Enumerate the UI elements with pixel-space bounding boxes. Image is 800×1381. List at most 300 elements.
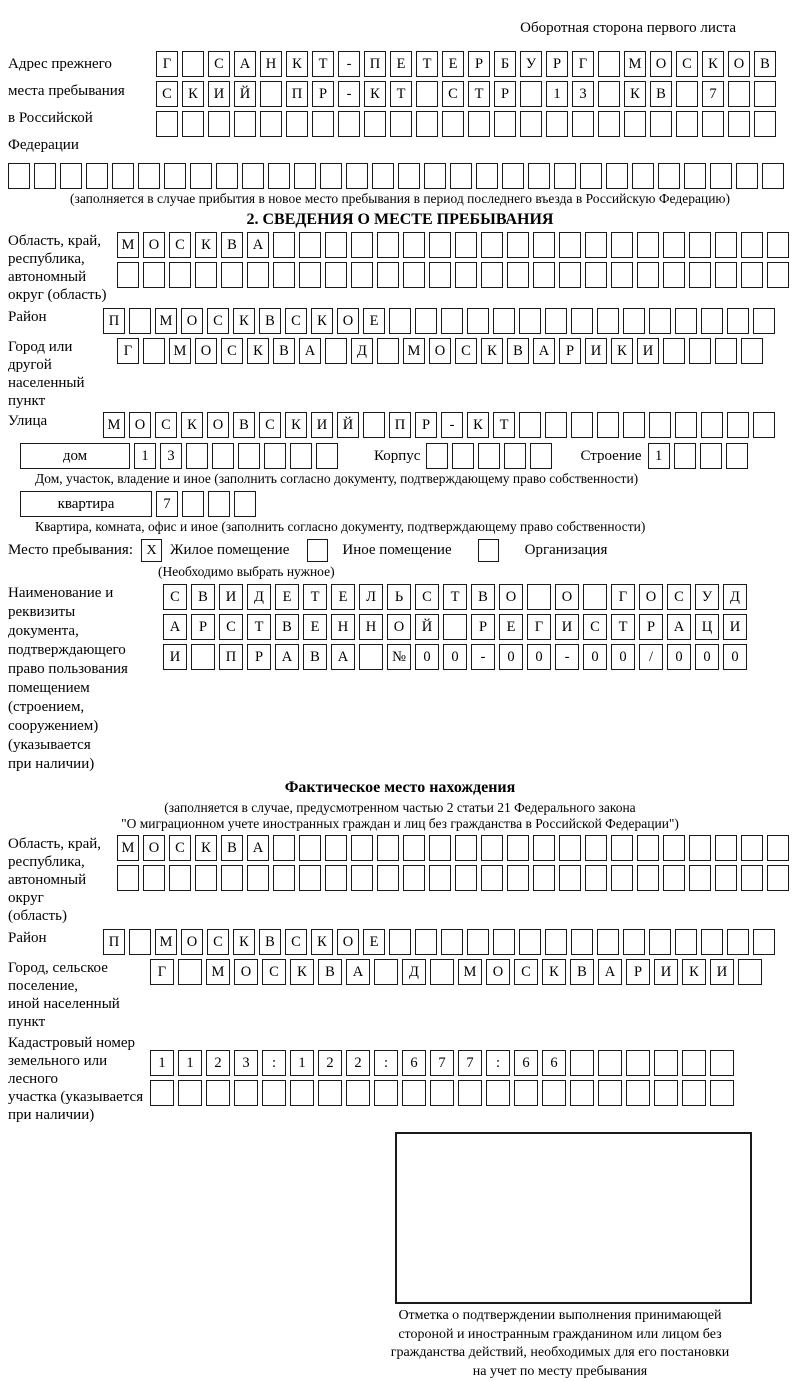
char-box[interactable]: [351, 865, 373, 891]
char-box[interactable]: 1: [648, 443, 670, 469]
char-box[interactable]: В: [471, 584, 495, 610]
char-box[interactable]: [676, 81, 698, 107]
char-box[interactable]: [545, 308, 567, 334]
char-box[interactable]: [675, 412, 697, 438]
char-box[interactable]: И: [723, 614, 747, 640]
char-box[interactable]: [138, 163, 160, 189]
char-box[interactable]: 1: [290, 1050, 314, 1076]
char-box[interactable]: [675, 929, 697, 955]
char-box[interactable]: [325, 262, 347, 288]
char-box[interactable]: Е: [275, 584, 299, 610]
char-box[interactable]: [430, 959, 454, 985]
char-box[interactable]: М: [169, 338, 191, 364]
checkbox-org[interactable]: [478, 539, 499, 562]
char-box[interactable]: [701, 412, 723, 438]
char-box[interactable]: И: [654, 959, 678, 985]
char-box[interactable]: Т: [247, 614, 271, 640]
char-box[interactable]: Н: [331, 614, 355, 640]
char-box[interactable]: [715, 835, 737, 861]
char-box[interactable]: С: [667, 584, 691, 610]
char-box[interactable]: [182, 491, 204, 517]
char-box[interactable]: [580, 163, 602, 189]
char-box[interactable]: Й: [337, 412, 359, 438]
char-box[interactable]: Р: [468, 51, 490, 77]
checkbox-zhiloe[interactable]: X: [141, 539, 162, 562]
char-box[interactable]: С: [163, 584, 187, 610]
char-box[interactable]: П: [364, 51, 386, 77]
char-box[interactable]: О: [486, 959, 510, 985]
char-box[interactable]: [674, 443, 696, 469]
char-box[interactable]: [494, 111, 516, 137]
char-box[interactable]: Т: [312, 51, 334, 77]
char-box[interactable]: [377, 338, 399, 364]
char-box[interactable]: Т: [611, 614, 635, 640]
char-box[interactable]: [624, 111, 646, 137]
char-box[interactable]: К: [542, 959, 566, 985]
char-box[interactable]: [478, 443, 500, 469]
char-box[interactable]: О: [650, 51, 672, 77]
char-box[interactable]: О: [143, 232, 165, 258]
char-box[interactable]: С: [285, 308, 307, 334]
char-box[interactable]: 0: [499, 644, 523, 670]
char-box[interactable]: 1: [134, 443, 156, 469]
char-box[interactable]: В: [754, 51, 776, 77]
char-box[interactable]: Т: [443, 584, 467, 610]
char-box[interactable]: [182, 111, 204, 137]
char-box[interactable]: К: [233, 929, 255, 955]
char-box[interactable]: [689, 338, 711, 364]
char-box[interactable]: [504, 443, 526, 469]
char-box[interactable]: [150, 1080, 174, 1106]
char-box[interactable]: [559, 865, 581, 891]
char-box[interactable]: К: [290, 959, 314, 985]
char-box[interactable]: С: [514, 959, 538, 985]
char-box[interactable]: [767, 232, 789, 258]
char-box[interactable]: С: [676, 51, 698, 77]
char-box[interactable]: О: [728, 51, 750, 77]
char-box[interactable]: С: [207, 929, 229, 955]
char-box[interactable]: К: [364, 81, 386, 107]
char-box[interactable]: Т: [416, 51, 438, 77]
char-box[interactable]: [377, 262, 399, 288]
char-box[interactable]: [481, 865, 503, 891]
char-box[interactable]: [572, 111, 594, 137]
char-box[interactable]: И: [710, 959, 734, 985]
char-box[interactable]: [754, 111, 776, 137]
char-box[interactable]: Г: [572, 51, 594, 77]
char-box[interactable]: Ь: [387, 584, 411, 610]
char-box[interactable]: С: [155, 412, 177, 438]
char-box[interactable]: [372, 163, 394, 189]
char-box[interactable]: О: [337, 929, 359, 955]
char-box[interactable]: В: [259, 308, 281, 334]
char-box[interactable]: [415, 308, 437, 334]
char-box[interactable]: [416, 111, 438, 137]
char-box[interactable]: Г: [117, 338, 139, 364]
char-box[interactable]: А: [247, 232, 269, 258]
char-box[interactable]: [430, 1080, 454, 1106]
char-box[interactable]: О: [499, 584, 523, 610]
char-box[interactable]: [143, 262, 165, 288]
char-box[interactable]: В: [303, 644, 327, 670]
char-box[interactable]: -: [471, 644, 495, 670]
char-box[interactable]: [585, 865, 607, 891]
char-box[interactable]: [649, 308, 671, 334]
char-box[interactable]: В: [650, 81, 672, 107]
char-box[interactable]: [441, 308, 463, 334]
char-box[interactable]: [727, 929, 749, 955]
char-box[interactable]: 0: [667, 644, 691, 670]
char-box[interactable]: [507, 865, 529, 891]
char-box[interactable]: [741, 232, 763, 258]
char-box[interactable]: 1: [546, 81, 568, 107]
char-box[interactable]: [325, 338, 347, 364]
char-box[interactable]: А: [299, 338, 321, 364]
char-box[interactable]: [726, 443, 748, 469]
char-box[interactable]: У: [695, 584, 719, 610]
char-box[interactable]: К: [624, 81, 646, 107]
char-box[interactable]: 0: [443, 644, 467, 670]
char-box[interactable]: [570, 1080, 594, 1106]
char-box[interactable]: [533, 835, 555, 861]
char-box[interactable]: [455, 865, 477, 891]
char-box[interactable]: [290, 1080, 314, 1106]
char-box[interactable]: [455, 262, 477, 288]
char-box[interactable]: И: [208, 81, 230, 107]
char-box[interactable]: [299, 262, 321, 288]
char-box[interactable]: [238, 443, 260, 469]
char-box[interactable]: С: [583, 614, 607, 640]
char-box[interactable]: [519, 308, 541, 334]
char-box[interactable]: Д: [247, 584, 271, 610]
char-box[interactable]: М: [206, 959, 230, 985]
char-box[interactable]: А: [667, 614, 691, 640]
char-box[interactable]: [143, 865, 165, 891]
char-box[interactable]: [486, 1080, 510, 1106]
char-box[interactable]: [637, 835, 659, 861]
char-box[interactable]: [519, 929, 541, 955]
char-box[interactable]: [597, 308, 619, 334]
char-box[interactable]: [377, 232, 399, 258]
char-box[interactable]: [403, 232, 425, 258]
char-box[interactable]: [191, 644, 215, 670]
char-box[interactable]: [663, 338, 685, 364]
char-box[interactable]: С: [169, 232, 191, 258]
char-box[interactable]: П: [103, 308, 125, 334]
char-box[interactable]: [316, 443, 338, 469]
char-box[interactable]: [727, 308, 749, 334]
char-box[interactable]: [684, 163, 706, 189]
char-box[interactable]: Е: [303, 614, 327, 640]
char-box[interactable]: П: [286, 81, 308, 107]
char-box[interactable]: [663, 262, 685, 288]
char-box[interactable]: Д: [351, 338, 373, 364]
char-box[interactable]: [129, 929, 151, 955]
char-box[interactable]: [658, 163, 680, 189]
char-box[interactable]: В: [273, 338, 295, 364]
char-box[interactable]: [468, 111, 490, 137]
char-box[interactable]: [507, 835, 529, 861]
char-box[interactable]: Т: [493, 412, 515, 438]
char-box[interactable]: [611, 835, 633, 861]
char-box[interactable]: [493, 929, 515, 955]
char-box[interactable]: А: [331, 644, 355, 670]
char-box[interactable]: Р: [312, 81, 334, 107]
char-box[interactable]: [598, 81, 620, 107]
char-box[interactable]: [623, 929, 645, 955]
char-box[interactable]: П: [103, 929, 125, 955]
char-box[interactable]: К: [311, 308, 333, 334]
char-box[interactable]: [325, 232, 347, 258]
char-box[interactable]: 2: [318, 1050, 342, 1076]
char-box[interactable]: С: [219, 614, 243, 640]
char-box[interactable]: [767, 865, 789, 891]
char-box[interactable]: А: [598, 959, 622, 985]
char-box[interactable]: [502, 163, 524, 189]
char-box[interactable]: С: [221, 338, 243, 364]
char-box[interactable]: [507, 262, 529, 288]
char-box[interactable]: У: [520, 51, 542, 77]
char-box[interactable]: [727, 412, 749, 438]
char-box[interactable]: Г: [150, 959, 174, 985]
char-box[interactable]: [753, 929, 775, 955]
char-box[interactable]: 3: [160, 443, 182, 469]
char-box[interactable]: [402, 1080, 426, 1106]
char-box[interactable]: [585, 232, 607, 258]
char-box[interactable]: [403, 835, 425, 861]
char-box[interactable]: К: [233, 308, 255, 334]
char-box[interactable]: [585, 835, 607, 861]
char-box[interactable]: [429, 835, 451, 861]
char-box[interactable]: Т: [390, 81, 412, 107]
char-box[interactable]: [682, 1050, 706, 1076]
char-box[interactable]: [597, 412, 619, 438]
char-box[interactable]: 0: [695, 644, 719, 670]
char-box[interactable]: [530, 443, 552, 469]
char-box[interactable]: [649, 929, 671, 955]
char-box[interactable]: [585, 262, 607, 288]
char-box[interactable]: [637, 865, 659, 891]
char-box[interactable]: [452, 443, 474, 469]
char-box[interactable]: [212, 443, 234, 469]
char-box[interactable]: И: [585, 338, 607, 364]
char-box[interactable]: [481, 835, 503, 861]
char-box[interactable]: [377, 835, 399, 861]
char-box[interactable]: [554, 163, 576, 189]
char-box[interactable]: [156, 111, 178, 137]
char-box[interactable]: [762, 163, 784, 189]
char-box[interactable]: О: [195, 338, 217, 364]
char-box[interactable]: [700, 443, 722, 469]
char-box[interactable]: [571, 929, 593, 955]
char-box[interactable]: [689, 865, 711, 891]
char-box[interactable]: О: [143, 835, 165, 861]
checkbox-inoe[interactable]: [307, 539, 328, 562]
char-box[interactable]: [299, 865, 321, 891]
char-box[interactable]: Й: [415, 614, 439, 640]
char-box[interactable]: К: [182, 81, 204, 107]
char-box[interactable]: С: [262, 959, 286, 985]
char-box[interactable]: [86, 163, 108, 189]
char-box[interactable]: [606, 163, 628, 189]
char-box[interactable]: [294, 163, 316, 189]
char-box[interactable]: [377, 865, 399, 891]
char-box[interactable]: Р: [191, 614, 215, 640]
char-box[interactable]: А: [346, 959, 370, 985]
char-box[interactable]: О: [181, 929, 203, 955]
char-box[interactable]: /: [639, 644, 663, 670]
char-box[interactable]: [351, 262, 373, 288]
char-box[interactable]: [364, 111, 386, 137]
char-box[interactable]: Н: [359, 614, 383, 640]
char-box[interactable]: [545, 929, 567, 955]
char-box[interactable]: [264, 443, 286, 469]
char-box[interactable]: С: [259, 412, 281, 438]
char-box[interactable]: Е: [390, 51, 412, 77]
char-box[interactable]: [178, 959, 202, 985]
char-box[interactable]: О: [337, 308, 359, 334]
char-box[interactable]: Й: [234, 81, 256, 107]
char-box[interactable]: Е: [363, 929, 385, 955]
char-box[interactable]: [654, 1080, 678, 1106]
char-box[interactable]: 7: [430, 1050, 454, 1076]
char-box[interactable]: В: [570, 959, 594, 985]
char-box[interactable]: [129, 308, 151, 334]
char-box[interactable]: [767, 835, 789, 861]
char-box[interactable]: [398, 163, 420, 189]
char-box[interactable]: [753, 308, 775, 334]
char-box[interactable]: -: [441, 412, 463, 438]
char-box[interactable]: [571, 412, 593, 438]
char-box[interactable]: [583, 584, 607, 610]
char-box[interactable]: Г: [156, 51, 178, 77]
char-box[interactable]: Д: [723, 584, 747, 610]
char-box[interactable]: А: [163, 614, 187, 640]
char-box[interactable]: [598, 1050, 622, 1076]
char-box[interactable]: [290, 443, 312, 469]
char-box[interactable]: [476, 163, 498, 189]
char-box[interactable]: [312, 111, 334, 137]
char-box[interactable]: О: [181, 308, 203, 334]
char-box[interactable]: Р: [415, 412, 437, 438]
char-box[interactable]: [346, 1080, 370, 1106]
char-box[interactable]: С: [208, 51, 230, 77]
char-box[interactable]: [571, 308, 593, 334]
char-box[interactable]: П: [389, 412, 411, 438]
char-box[interactable]: И: [219, 584, 243, 610]
char-box[interactable]: [351, 232, 373, 258]
char-box[interactable]: [117, 262, 139, 288]
char-box[interactable]: [598, 111, 620, 137]
char-box[interactable]: [738, 959, 762, 985]
char-box[interactable]: [736, 163, 758, 189]
char-box[interactable]: Г: [527, 614, 551, 640]
char-box[interactable]: [598, 51, 620, 77]
char-box[interactable]: П: [219, 644, 243, 670]
char-box[interactable]: М: [117, 835, 139, 861]
char-box[interactable]: [273, 835, 295, 861]
char-box[interactable]: [559, 262, 581, 288]
char-box[interactable]: [715, 865, 737, 891]
char-box[interactable]: [403, 865, 425, 891]
char-box[interactable]: [559, 232, 581, 258]
char-box[interactable]: [559, 835, 581, 861]
char-box[interactable]: [247, 262, 269, 288]
char-box[interactable]: :: [486, 1050, 510, 1076]
char-box[interactable]: А: [533, 338, 555, 364]
char-box[interactable]: В: [318, 959, 342, 985]
char-box[interactable]: И: [637, 338, 659, 364]
char-box[interactable]: С: [285, 929, 307, 955]
char-box[interactable]: [533, 262, 555, 288]
char-box[interactable]: В: [221, 232, 243, 258]
char-box[interactable]: [741, 865, 763, 891]
char-box[interactable]: [273, 262, 295, 288]
char-box[interactable]: [689, 835, 711, 861]
char-box[interactable]: [767, 262, 789, 288]
char-box[interactable]: [429, 865, 451, 891]
char-box[interactable]: [527, 584, 551, 610]
char-box[interactable]: [325, 835, 347, 861]
char-box[interactable]: Р: [639, 614, 663, 640]
char-box[interactable]: С: [207, 308, 229, 334]
char-box[interactable]: [545, 412, 567, 438]
char-box[interactable]: [514, 1080, 538, 1106]
char-box[interactable]: М: [403, 338, 425, 364]
char-box[interactable]: [390, 111, 412, 137]
char-box[interactable]: [60, 163, 82, 189]
char-box[interactable]: [710, 1050, 734, 1076]
char-box[interactable]: [519, 412, 541, 438]
char-box[interactable]: -: [338, 51, 360, 77]
char-box[interactable]: [346, 163, 368, 189]
char-box[interactable]: [169, 262, 191, 288]
char-box[interactable]: [260, 111, 282, 137]
char-box[interactable]: [533, 865, 555, 891]
char-box[interactable]: [234, 111, 256, 137]
char-box[interactable]: Р: [494, 81, 516, 107]
char-box[interactable]: [338, 111, 360, 137]
char-box[interactable]: К: [286, 51, 308, 77]
char-box[interactable]: Е: [442, 51, 464, 77]
char-box[interactable]: [533, 232, 555, 258]
char-box[interactable]: [626, 1080, 650, 1106]
char-box[interactable]: [663, 835, 685, 861]
char-box[interactable]: Р: [471, 614, 495, 640]
char-box[interactable]: [442, 111, 464, 137]
char-box[interactable]: [363, 412, 385, 438]
char-box[interactable]: [623, 412, 645, 438]
char-box[interactable]: -: [338, 81, 360, 107]
char-box[interactable]: К: [311, 929, 333, 955]
char-box[interactable]: [715, 338, 737, 364]
char-box[interactable]: №: [387, 644, 411, 670]
char-box[interactable]: С: [415, 584, 439, 610]
char-box[interactable]: [8, 163, 30, 189]
char-box[interactable]: [441, 929, 463, 955]
char-box[interactable]: [663, 865, 685, 891]
char-box[interactable]: [455, 835, 477, 861]
char-box[interactable]: О: [129, 412, 151, 438]
char-box[interactable]: К: [611, 338, 633, 364]
char-box[interactable]: [374, 1080, 398, 1106]
char-box[interactable]: [715, 262, 737, 288]
char-box[interactable]: Т: [468, 81, 490, 107]
char-box[interactable]: [689, 262, 711, 288]
char-box[interactable]: И: [163, 644, 187, 670]
char-box[interactable]: М: [624, 51, 646, 77]
char-box[interactable]: [268, 163, 290, 189]
